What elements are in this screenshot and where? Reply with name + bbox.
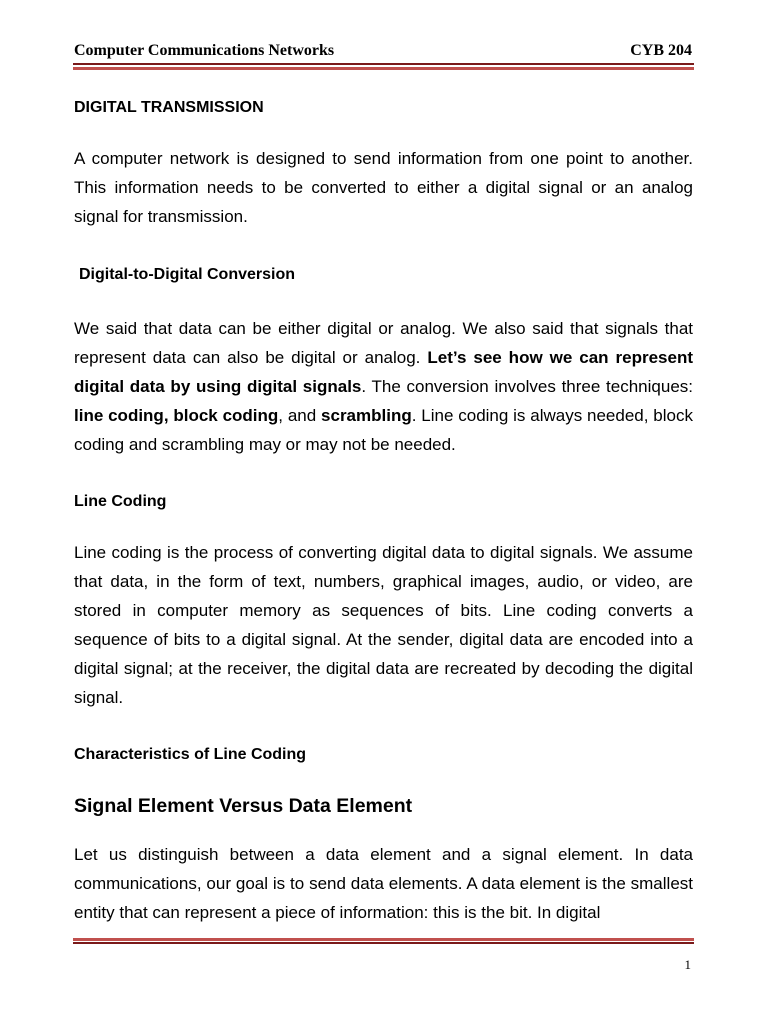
paragraph-d2d-conversion xyxy=(74,314,693,459)
d2d-text-2: . The conversion involves three techniques: xyxy=(361,377,693,396)
heading-characteristics: Characteristics of Line Coding xyxy=(74,746,307,763)
d2d-text-4: . Line coding is always needed, block coding and scrambling may or may not be needed. xyxy=(74,406,693,454)
heading-d2d-conversion: Digital-to-Digital Conversion xyxy=(79,266,295,283)
paragraph-line-coding: Line coding is the process of converting digital data to digital signals. We assume that data, in the form of text, numbers, graphical images, audio, or video, are stored in computer memory as sequences of bits. Line coding converts a sequence of bits to a digital signal. At the sender, digital data are encoded into a digital signal; at the receiver, the digital data are recreated by decoding the digital signal. xyxy=(74,543,693,707)
page-header xyxy=(74,42,692,62)
paragraph-signal-vs-data: Let us distinguish between a data element and a signal element. In data communications, our goal is to send data elements. A data element is the smallest entity that can represent a piece of information: this is the bit. In digital xyxy=(74,845,693,922)
d2d-bold-2: line coding, block coding xyxy=(74,406,279,425)
d2d-bold-3: scrambling xyxy=(321,406,412,425)
page-number: 1 xyxy=(684,957,691,972)
header-rule-dark xyxy=(73,63,694,65)
footer-rule-light xyxy=(73,938,694,941)
footer-rule-dark xyxy=(73,942,694,944)
d2d-bold-1: Let’s see how we can represent digital data by using digital signals xyxy=(74,348,693,396)
heading-digital-transmission: DIGITAL TRANSMISSION xyxy=(74,99,264,116)
d2d-text-1: We said that data can be either digital or analog. We also said that signals that represent data can also be digital or analog. xyxy=(74,319,693,367)
heading-line-coding: Line Coding xyxy=(74,493,167,510)
heading-signal-vs-data: Signal Element Versus Data Element xyxy=(74,795,413,817)
header-rule-light xyxy=(73,67,694,70)
course-code: CYB 204 xyxy=(630,42,692,59)
course-title: Computer Communications Networks xyxy=(74,42,335,59)
d2d-text-3: , and xyxy=(278,406,322,425)
paragraph-digital-transmission: A computer network is designed to send information from one point to another. This information needs to be converted to either a digital signal or an analog signal for transmission. xyxy=(74,149,693,226)
